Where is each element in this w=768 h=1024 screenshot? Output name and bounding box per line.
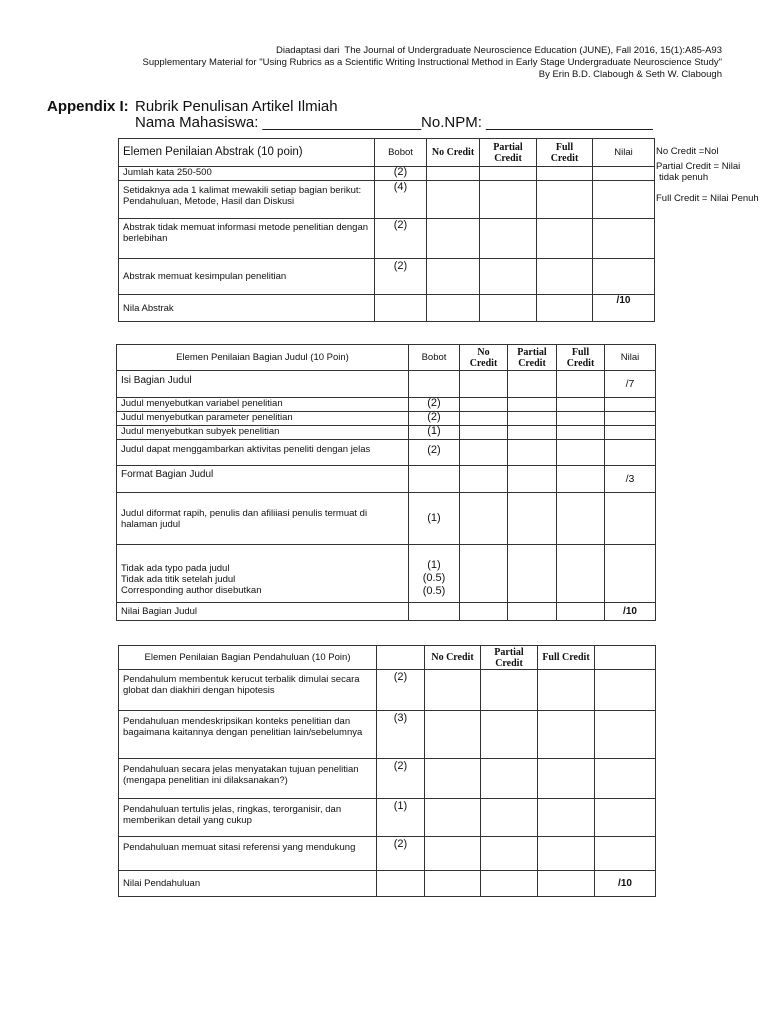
criterion-text: Judul dapat menggambarkan aktivitas peneliti dengan jelas xyxy=(117,440,409,466)
no-credit-cell[interactable] xyxy=(460,545,508,603)
no-credit-cell[interactable] xyxy=(427,181,480,219)
no-credit-cell[interactable] xyxy=(427,167,480,181)
table-header-row xyxy=(117,345,656,371)
adapted-prefix: Diadaptasi dari xyxy=(276,45,340,56)
full-credit-cell[interactable] xyxy=(557,440,605,466)
no-credit-cell[interactable] xyxy=(460,493,508,545)
criterion-text: Pendahuluan secara jelas menyatakan tujuan penelitian (mengapa penelitian ini dilaksanakan?) xyxy=(119,759,377,799)
full-credit-cell[interactable] xyxy=(557,545,605,603)
criterion-text: Judul menyebutkan variabel penelitian xyxy=(117,398,409,412)
table-row xyxy=(119,259,655,295)
column-partial-credit: Partial Credit xyxy=(508,345,557,371)
partial-credit-cell[interactable] xyxy=(508,426,557,440)
full-credit-cell[interactable] xyxy=(557,398,605,412)
total-row xyxy=(119,871,656,897)
partial-credit-cell[interactable] xyxy=(481,799,538,837)
total-label: Nilai Pendahuluan xyxy=(119,871,377,897)
criterion-weight: (1) xyxy=(409,493,460,545)
score-cell[interactable] xyxy=(593,259,655,295)
partial-credit-cell[interactable] xyxy=(508,412,557,426)
no-credit-cell[interactable] xyxy=(425,711,481,759)
criterion-text: Pendahuluan tertulis jelas, ringkas, terorganisir, dan memberikan detail yang cukup xyxy=(119,799,377,837)
partial-credit-cell[interactable] xyxy=(481,670,538,711)
score-cell[interactable] xyxy=(605,398,656,412)
weight-line: (0.5) xyxy=(422,585,446,597)
total-score: /10 xyxy=(595,871,656,897)
table-row xyxy=(117,440,656,466)
no-credit-cell[interactable] xyxy=(425,670,481,711)
full-credit-cell[interactable] xyxy=(538,759,595,799)
score-cell[interactable] xyxy=(605,412,656,426)
table-row xyxy=(117,426,656,440)
column-partial-credit: Partial Credit xyxy=(480,139,537,167)
rubric-title: Rubrik Penulisan Artikel Ilmiah xyxy=(135,98,338,115)
table-row xyxy=(119,759,656,799)
total-label: Nilai Bagian Judul xyxy=(117,603,409,621)
column-no-credit: No Credit xyxy=(427,139,480,167)
partial-credit-cell[interactable] xyxy=(481,837,538,871)
criterion-weight: (2) xyxy=(409,440,460,466)
full-credit-cell[interactable] xyxy=(557,412,605,426)
partial-credit-cell[interactable] xyxy=(481,759,538,799)
score-cell[interactable] xyxy=(605,545,656,603)
abstract-rubric-table xyxy=(118,138,655,322)
score-cell[interactable] xyxy=(595,799,656,837)
table-row xyxy=(119,167,655,181)
criterion-text: Judul diformat rapih, penulis dan afiliiasi penulis termuat di halaman judul xyxy=(117,493,409,545)
criterion-line: Tidak ada titik setelah judul xyxy=(121,574,236,585)
criterion-text: Abstrak memuat kesimpulan penelitian xyxy=(119,259,375,295)
section-row xyxy=(117,371,656,398)
section-label: Isi Bagian Judul xyxy=(117,371,409,398)
abstract-heading: Elemen Penilaian Abstrak (10 poin) xyxy=(119,139,375,167)
no-credit-cell[interactable] xyxy=(425,799,481,837)
appendix-label: Appendix I: xyxy=(47,98,129,115)
criterion-line: Tidak ada typo pada judul xyxy=(121,563,230,574)
full-credit-cell[interactable] xyxy=(538,799,595,837)
no-credit-cell[interactable] xyxy=(425,837,481,871)
score-cell[interactable] xyxy=(605,493,656,545)
table-header-row xyxy=(119,139,655,167)
citation-line-1 xyxy=(143,45,722,57)
criterion-weight: (2) xyxy=(375,219,427,259)
criterion-text: Pendahulum membentuk kerucut terbalik dimulai secara globat dan diakhiri dengan hipotesis xyxy=(119,670,377,711)
score-cell[interactable] xyxy=(605,440,656,466)
score-cell[interactable] xyxy=(593,181,655,219)
weight-line: (1) xyxy=(427,559,441,571)
column-partial-credit: Partial Credit xyxy=(481,646,538,670)
criterion-weight: (2) xyxy=(377,837,425,871)
criterion-line: Corresponding author disebutkan xyxy=(121,585,262,596)
table-row xyxy=(119,837,656,871)
column-nilai: Nilai xyxy=(593,139,655,167)
partial-credit-cell[interactable] xyxy=(508,440,557,466)
no-credit-cell[interactable] xyxy=(425,759,481,799)
score-cell[interactable] xyxy=(595,670,656,711)
full-credit-cell[interactable] xyxy=(538,711,595,759)
total-row xyxy=(117,603,656,621)
criterion-text: Judul menyebutkan parameter penelitian xyxy=(117,412,409,426)
title-heading: Elemen Penilaian Bagian Judul (10 Poin) xyxy=(117,345,409,371)
total-score: /10 xyxy=(593,295,655,322)
section-score: /3 xyxy=(605,466,656,493)
column-bobot: Bobot xyxy=(375,139,427,167)
column-full-credit: Full Credit xyxy=(557,345,605,371)
full-credit-cell[interactable] xyxy=(557,493,605,545)
section-score: /7 xyxy=(605,371,656,398)
column-full-credit: Full Credit xyxy=(538,646,595,670)
table-row xyxy=(117,545,656,603)
introduction-heading: Elemen Penilaian Bagian Pendahuluan (10 Poin) xyxy=(119,646,377,670)
criterion-weight: (2) xyxy=(375,259,427,295)
full-credit-cell[interactable] xyxy=(537,167,593,181)
supplementary-note: Supplementary Material for "Using Rubrics as a Scientific Writing Instructional Method in Early Stage Undergraduate Neuroscience Study" xyxy=(142,57,722,68)
partial-credit-cell[interactable] xyxy=(480,167,537,181)
criterion-weight: (2) xyxy=(409,412,460,426)
no-credit-cell[interactable] xyxy=(460,426,508,440)
no-credit-cell[interactable] xyxy=(460,440,508,466)
full-credit-cell[interactable] xyxy=(538,837,595,871)
criterion-weight: (2) xyxy=(375,167,427,181)
section-label: Format Bagian Judul xyxy=(117,466,409,493)
criterion-weight: (1) xyxy=(409,426,460,440)
citation-header xyxy=(143,45,722,81)
criterion-weight: (3) xyxy=(377,711,425,759)
total-score: /10 xyxy=(605,603,656,621)
full-credit-cell[interactable] xyxy=(557,426,605,440)
column-nilai: Nilai xyxy=(605,345,656,371)
partial-credit-cell[interactable] xyxy=(508,398,557,412)
criterion-text: Judul menyebutkan subyek penelitian xyxy=(117,426,409,440)
column-full-credit: Full Credit xyxy=(537,139,593,167)
criterion-text: Abstrak tidak memuat informasi metode penelitian dengan berlebihan xyxy=(119,219,375,259)
total-row xyxy=(119,295,655,322)
journal-reference: The Journal of Undergraduate Neuroscience Education (JUNE), Fall 2016, 15(1):A85-A93 xyxy=(344,45,722,56)
table-row xyxy=(117,398,656,412)
credit-legend xyxy=(656,146,759,204)
partial-credit-cell[interactable] xyxy=(508,545,557,603)
column-bobot xyxy=(377,646,425,670)
criterion-weight xyxy=(409,545,460,603)
column-no-credit: No Credit xyxy=(460,345,508,371)
no-credit-cell[interactable] xyxy=(460,398,508,412)
criterion-text: Pendahuluan mendeskripsikan konteks penelitian dan bagaimana kaitannya dengan penelitian lain/sebelumnya xyxy=(119,711,377,759)
partial-credit-cell[interactable] xyxy=(481,711,538,759)
legend-partial-credit-cont: tidak penuh xyxy=(659,172,709,183)
no-credit-cell[interactable] xyxy=(427,259,480,295)
table-row xyxy=(119,711,656,759)
partial-credit-cell[interactable] xyxy=(480,259,537,295)
table-row xyxy=(119,670,656,711)
legend-partial-credit: Partial Credit = Nilai xyxy=(656,161,741,172)
no-credit-cell[interactable] xyxy=(427,219,480,259)
full-credit-cell[interactable] xyxy=(538,670,595,711)
student-info-line: Nama Mahasiswa: ___________________No.NPM: ____________________ xyxy=(135,114,653,131)
title-rubric-table xyxy=(116,344,656,621)
table-row xyxy=(119,181,655,219)
introduction-rubric-table xyxy=(118,645,656,897)
criterion-text: Jumlah kata 250-500 xyxy=(119,167,375,181)
authors-line: By Erin B.D. Clabough & Seth W. Clabough xyxy=(538,69,722,80)
criterion-text xyxy=(117,545,409,603)
legend-no-credit: No Credit =Nol xyxy=(656,146,719,157)
score-cell[interactable] xyxy=(595,837,656,871)
score-cell[interactable] xyxy=(595,759,656,799)
table-row xyxy=(119,799,656,837)
criterion-weight: (2) xyxy=(377,759,425,799)
weight-line: (0.5) xyxy=(422,572,446,584)
score-cell[interactable] xyxy=(593,219,655,259)
full-credit-cell[interactable] xyxy=(537,181,593,219)
legend-full-credit: Full Credit = Nilai Penuh xyxy=(656,193,759,204)
section-row xyxy=(117,466,656,493)
criterion-text: Pendahuluan memuat sitasi referensi yang mendukung xyxy=(119,837,377,871)
score-cell[interactable] xyxy=(593,167,655,181)
no-credit-cell[interactable] xyxy=(460,412,508,426)
table-row xyxy=(117,412,656,426)
score-cell[interactable] xyxy=(595,711,656,759)
full-credit-cell[interactable] xyxy=(537,259,593,295)
criterion-text: Setidaknya ada 1 kalimat mewakili setiap bagian berikut: Pendahuluan, Metode, Hasil dan Diskusi xyxy=(119,181,375,219)
criterion-weight: (2) xyxy=(409,398,460,412)
table-header-row xyxy=(119,646,656,670)
criterion-weight: (2) xyxy=(377,670,425,711)
table-row xyxy=(117,493,656,545)
column-nilai xyxy=(595,646,656,670)
column-bobot: Bobot xyxy=(409,345,460,371)
partial-credit-cell[interactable] xyxy=(480,219,537,259)
table-row xyxy=(119,219,655,259)
criterion-weight: (1) xyxy=(377,799,425,837)
score-cell[interactable] xyxy=(605,426,656,440)
partial-credit-cell[interactable] xyxy=(480,181,537,219)
column-no-credit: No Credit xyxy=(425,646,481,670)
total-label: Nila Abstrak xyxy=(119,295,375,322)
criterion-weight: (4) xyxy=(375,181,427,219)
full-credit-cell[interactable] xyxy=(537,219,593,259)
partial-credit-cell[interactable] xyxy=(508,493,557,545)
